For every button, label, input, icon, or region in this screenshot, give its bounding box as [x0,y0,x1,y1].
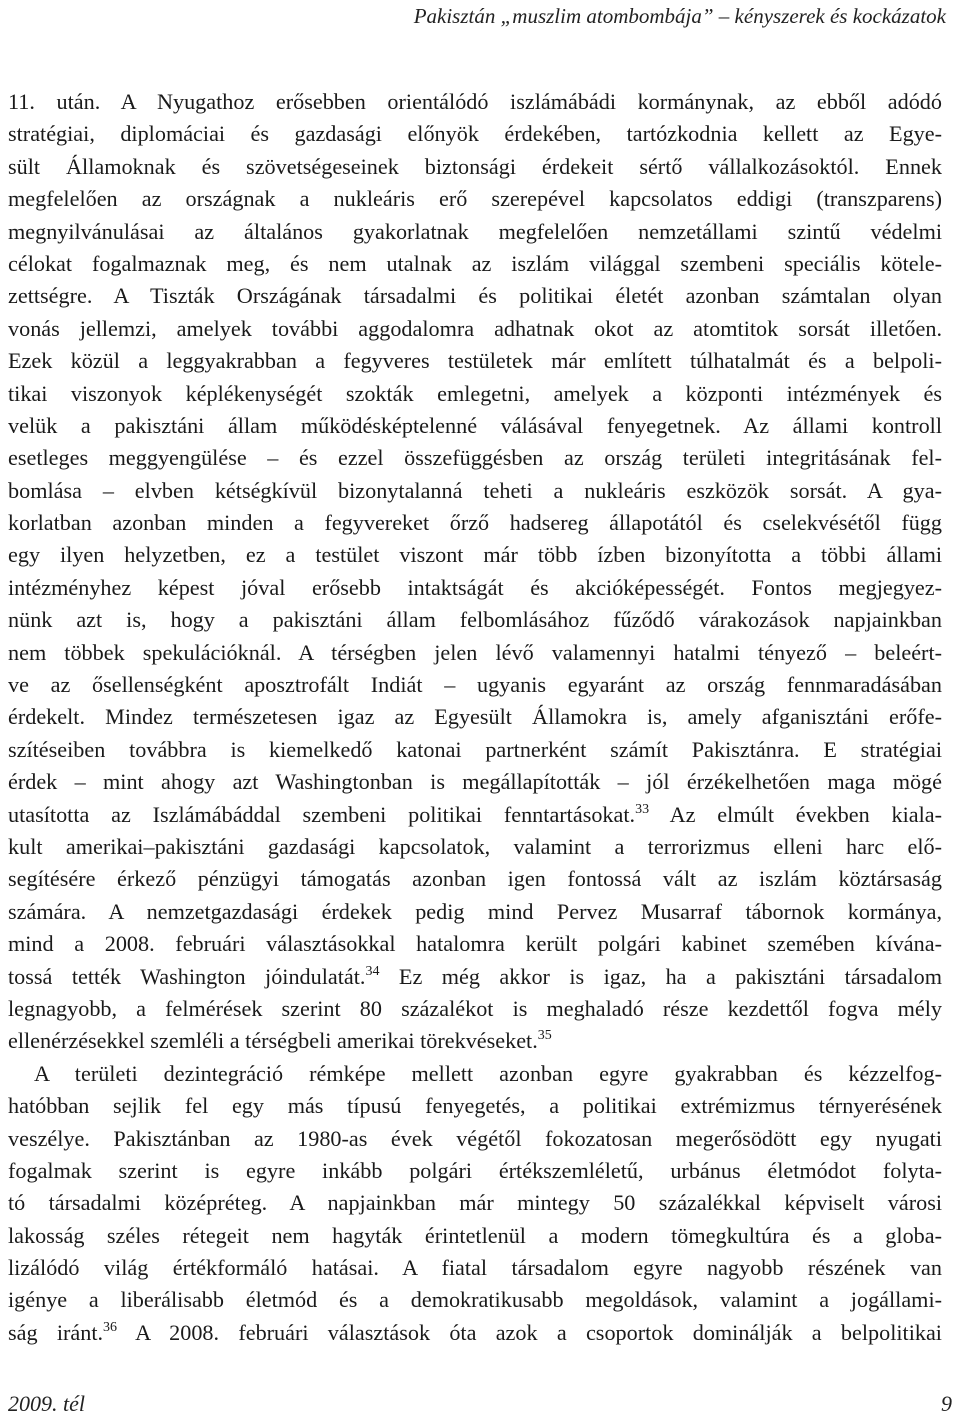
text-line: kult amerikai–pakisztáni gazdasági kapcsolatok, valamint a terrorizmus elleni harc elő- [8,833,942,859]
text-line: segítésére érkező pénzügyi támogatás azonban igen fontossá vált az iszlám köztársaság [8,866,942,892]
text-line: stratégiai, diplomáciai és gazdasági előnyök érdekében, tartózkodnia kellett az Egye- [8,121,942,147]
text-line: veszélye. Pakisztánban az 1980-as évek végétől fokozatosan megerősödött egy nyugati [8,1125,942,1151]
text-line [8,1025,942,1057]
footnote-ref[interactable]: 35 [537,1028,552,1044]
text-segment: ság iránt. [8,1319,104,1345]
text-line: vonás jellemzi, amelyek további aggodalomra adhatnak okot az atomtitok sorsát illetően. [8,315,942,341]
text-line [8,1317,942,1349]
text-segment: Ez még akkor is igaz, ha a pakisztáni társadalom [379,963,942,989]
paragraph [8,1058,942,1350]
text-line: zettségre. A Tiszták Országának társadalmi és politikai életét azonban számtalan olyan [8,283,942,309]
text-segment: Az elmúlt években kiala- [649,801,943,827]
text-line: fogalmak szerint is egyre inkább polgári értékszemléletű, urbánus életmódot folyta- [8,1157,942,1183]
text-line: A területi dezintegráció rémképe mellett azonban egyre gyakrabban és kézzelfog- [34,1060,942,1086]
footnote-ref[interactable]: 36 [103,1319,118,1335]
issue-label: 2009. tél [8,1391,85,1416]
text-segment: tossá tették Washington jóindulatát. [8,963,366,989]
text-line: nem többek spekulációknál. A térségben jelen lévő valamennyi hatalmi tényező – beleért- [8,639,942,665]
running-header: Pakisztán „muszlim atombombája” – kényszerek és kockázatok [413,4,946,28]
text-line: célokat fogalmaznak meg, és nem utalnak az iszlám világgal szembeni speciális kötele- [8,250,942,276]
text-line: lakosság széles rétegeit nem hagyták érintetlenül a modern tömegkultúra és a globa- [8,1222,942,1248]
text-line: korlatban azonban minden a fegyvereket őrző hadsereg állapotától és cselekvésétől függ [8,510,942,536]
text-line: igénye a liberálisabb életmód és a demokratikusabb megoldások, valamint a jogállami- [8,1287,942,1313]
footnote-ref[interactable]: 33 [635,801,650,817]
text-line: ve az ősellenségként aposztrofált Indiát – ugyanis egyaránt az ország fennmaradásában [8,672,942,698]
text-line: legnagyobb, a felmérések szerint 80 százalékot is meghaladó része kezdettől fogva mély [8,995,942,1021]
text-line: megfelelően az országnak a nukleáris erő szerepével kapcsolatos eddigi (transzparens) [8,186,942,212]
text-line: 11. után. A Nyugathoz erősebben orientálódó iszlámábádi kormánynak, az ebből adódó [8,89,942,114]
text-line: tó társadalmi középréteg. A napjainkban már mintegy 50 százalékkal képviselt városi [8,1190,942,1216]
text-line: megnyilvánulásai az általános gyakorlatnak megfelelően nemzetállami szintű védelmi [8,218,942,244]
text-line [8,799,942,831]
text-line: intézményhez képest jóval erősebb intaktságát és akcióképességét. Fontos megjegyez- [8,574,942,600]
paragraph [8,86,942,1058]
text-line: szítéseiben továbbra is kiemelkedő katonai partnerként számít Pakisztánra. E stratégiai [8,736,942,762]
text-line: tikai viszonyok képlékenységét szokták emlegetni, amelyek a központi intézmények és [8,380,942,406]
text-segment: utasította az Iszlámábáddal szembeni politikai fenntartásokat. [8,801,636,827]
text-segment: ellenérzésekkel szemléli a térségbeli amerikai törekvéseket. [8,1028,538,1054]
text-line: Ezek közül a leggyakrabban a fegyveres testületek már említett túlhatalmát és a belpoli- [8,348,942,374]
text-line: egy ilyen helyzetben, ez a testület viszont már több ízben bizonyította a többi állami [8,542,942,568]
text-line: nünk azt is, hogy a pakisztáni állam felbomlásához fűződő várakozások napjainkban [8,607,942,633]
text-line: bomlása – elvben kétségkívül bizonytalanná teheti a nukleáris eszközök sorsát. A gya- [8,477,942,503]
text-line: sült Államoknak és szövetségeseinek biztonsági érdekeit sértő vállalkozásoktól. Ennek [8,153,942,179]
body-text [8,86,942,1349]
page-number: 9 [941,1391,952,1416]
text-line: lizálódó világ értékformáló hatásai. A fiatal társadalom egyre nagyobb részének van [8,1255,942,1281]
text-line: hatóbban sejlik fel egy más típusú fenyegetés, a politikai extrémizmus térnyerésének [8,1093,942,1119]
text-line [8,961,942,993]
text-segment: A 2008. februári választások óta azok a csoportok dominálják a belpolitikai [117,1319,942,1345]
text-line: mind a 2008. februári választásokkal hatalomra került polgári kabinet szemében kívána- [8,931,942,957]
text-line: érdekelt. Mindez természetesen igaz az Egyesült Államokra is, amely afganisztáni erőfe- [8,704,942,730]
text-line: érdek – mint ahogy azt Washingtonban is megállapították – jól érzékelhetően maga mögé [8,769,942,795]
text-line: esetleges meggyengülése – és ezzel összefüggésben az ország területi integritásának fel- [8,445,942,471]
text-line: velük a pakisztáni állam működésképtelenné válásával fenyegetnek. Az állami kontroll [8,412,942,438]
footnote-ref[interactable]: 34 [365,963,380,979]
text-line: számára. A nemzetgazdasági érdekek pedig mind Pervez Musarraf tábornok kormánya, [8,898,942,924]
